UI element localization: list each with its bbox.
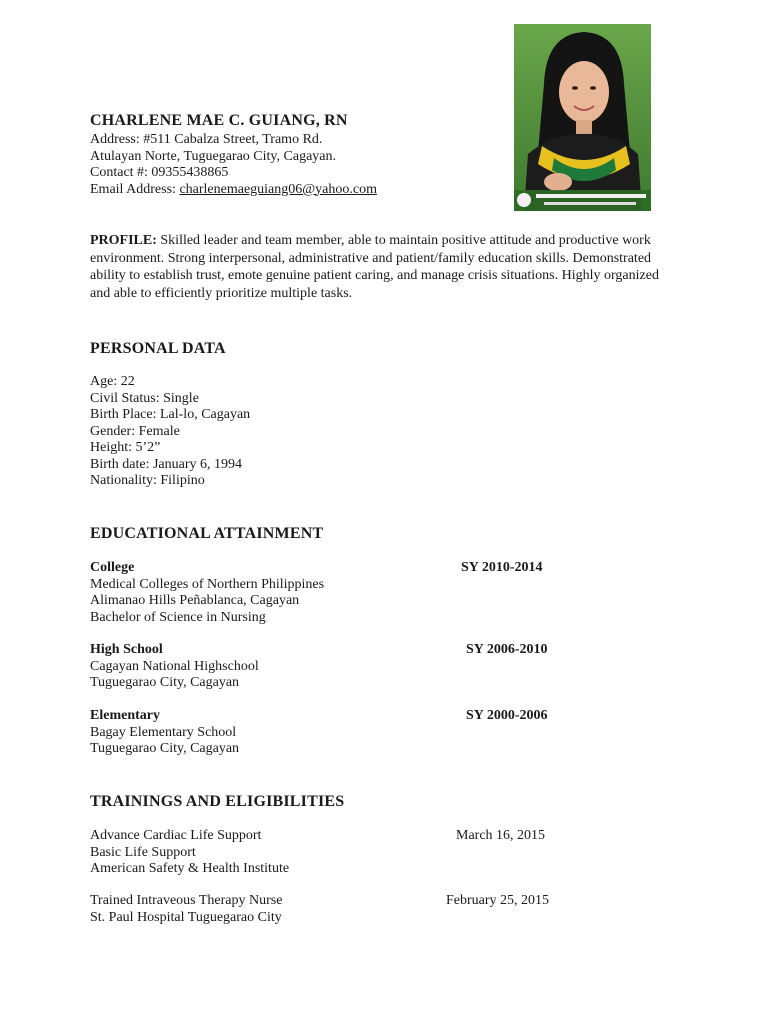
school-year: SY 2000-2006: [466, 708, 548, 723]
school-year: SY 2006-2010: [466, 642, 548, 657]
contact-block: [90, 132, 377, 198]
training-title: Trained Intraveous Therapy Nurse: [90, 893, 283, 908]
gender-line: Gender: Female: [90, 423, 180, 439]
nationality-line: Nationality: Filipino: [90, 473, 205, 488]
degree: Bachelor of Science in Nursing: [90, 609, 266, 625]
education-level: High School: [90, 642, 163, 657]
address-line-2: Atulayan Norte, Tuguegarao City, Cagayan.: [90, 148, 336, 164]
school-name: Medical Colleges of Northern Philippines: [90, 576, 325, 592]
education-heading: EDUCATIONAL ATTAINMENT: [90, 525, 324, 542]
education-entry-college: [90, 560, 324, 626]
birth-place-line: Birth Place: Lal-lo, Cagayan: [90, 407, 251, 422]
trainings-heading: TRAININGS AND ELIGIBILITIES: [90, 793, 345, 810]
education-entry-elementary: [90, 708, 239, 758]
civil-status-line: Civil Status: Single: [90, 390, 199, 406]
graduation-portrait-photo: [514, 24, 651, 211]
school-name: Cagayan National Highschool: [90, 658, 259, 674]
email-label: Email Address:: [90, 181, 180, 197]
school-address: Tuguegarao City, Cagayan: [90, 741, 240, 756]
contact-number: Contact #: 09355438865: [90, 165, 229, 180]
profile-paragraph: [90, 232, 680, 302]
school-address: Tuguegarao City, Cagayan: [90, 675, 240, 690]
profile-text: Skilled leader and team member, able to maintain positive attitude and productive work environment. Strong interpersonal, administrative and patient/family education skills. Demonstrated ability to establish trust, emote genuine patient caring, and manage crisis situations. Highly organized and able to efficiently prioritize multiple tasks.: [90, 233, 659, 301]
education-level: College: [90, 560, 135, 575]
email-link[interactable]: charlenemaeguiang06@yahoo.com: [179, 181, 377, 197]
address-line-1: Address: #511 Cabalza Street, Tramo Rd.: [90, 132, 323, 147]
training-entry: [90, 893, 282, 926]
birth-date-line: Birth date: January 6, 1994: [90, 456, 243, 472]
height-line: Height: 5’2”: [90, 440, 161, 455]
training-provider: American Safety & Health Institute: [90, 861, 290, 876]
profile-label: PROFILE:: [90, 233, 157, 248]
education-entry-high-school: [90, 642, 259, 692]
personal-data-heading: PERSONAL DATA: [90, 340, 226, 357]
training-date: February 25, 2015: [446, 893, 550, 908]
training-title: Advance Cardiac Life Support: [90, 828, 262, 843]
school-address: Alimanao Hills Peñablanca, Cagayan: [90, 593, 300, 608]
applicant-photo: [514, 24, 651, 211]
training-entry: [90, 828, 289, 878]
education-level: Elementary: [90, 708, 160, 723]
training-provider: St. Paul Hospital Tuguegarao City: [90, 909, 282, 925]
training-date: March 16, 2015: [456, 828, 546, 843]
email-line: [90, 182, 377, 199]
school-year: SY 2010-2014: [461, 560, 543, 575]
applicant-name: CHARLENE MAE C. GUIANG, RN: [90, 112, 348, 129]
personal-data-list: [90, 374, 250, 490]
training-title: Basic Life Support: [90, 844, 196, 860]
age-line: Age: 22: [90, 374, 135, 389]
school-name: Bagay Elementary School: [90, 724, 237, 740]
